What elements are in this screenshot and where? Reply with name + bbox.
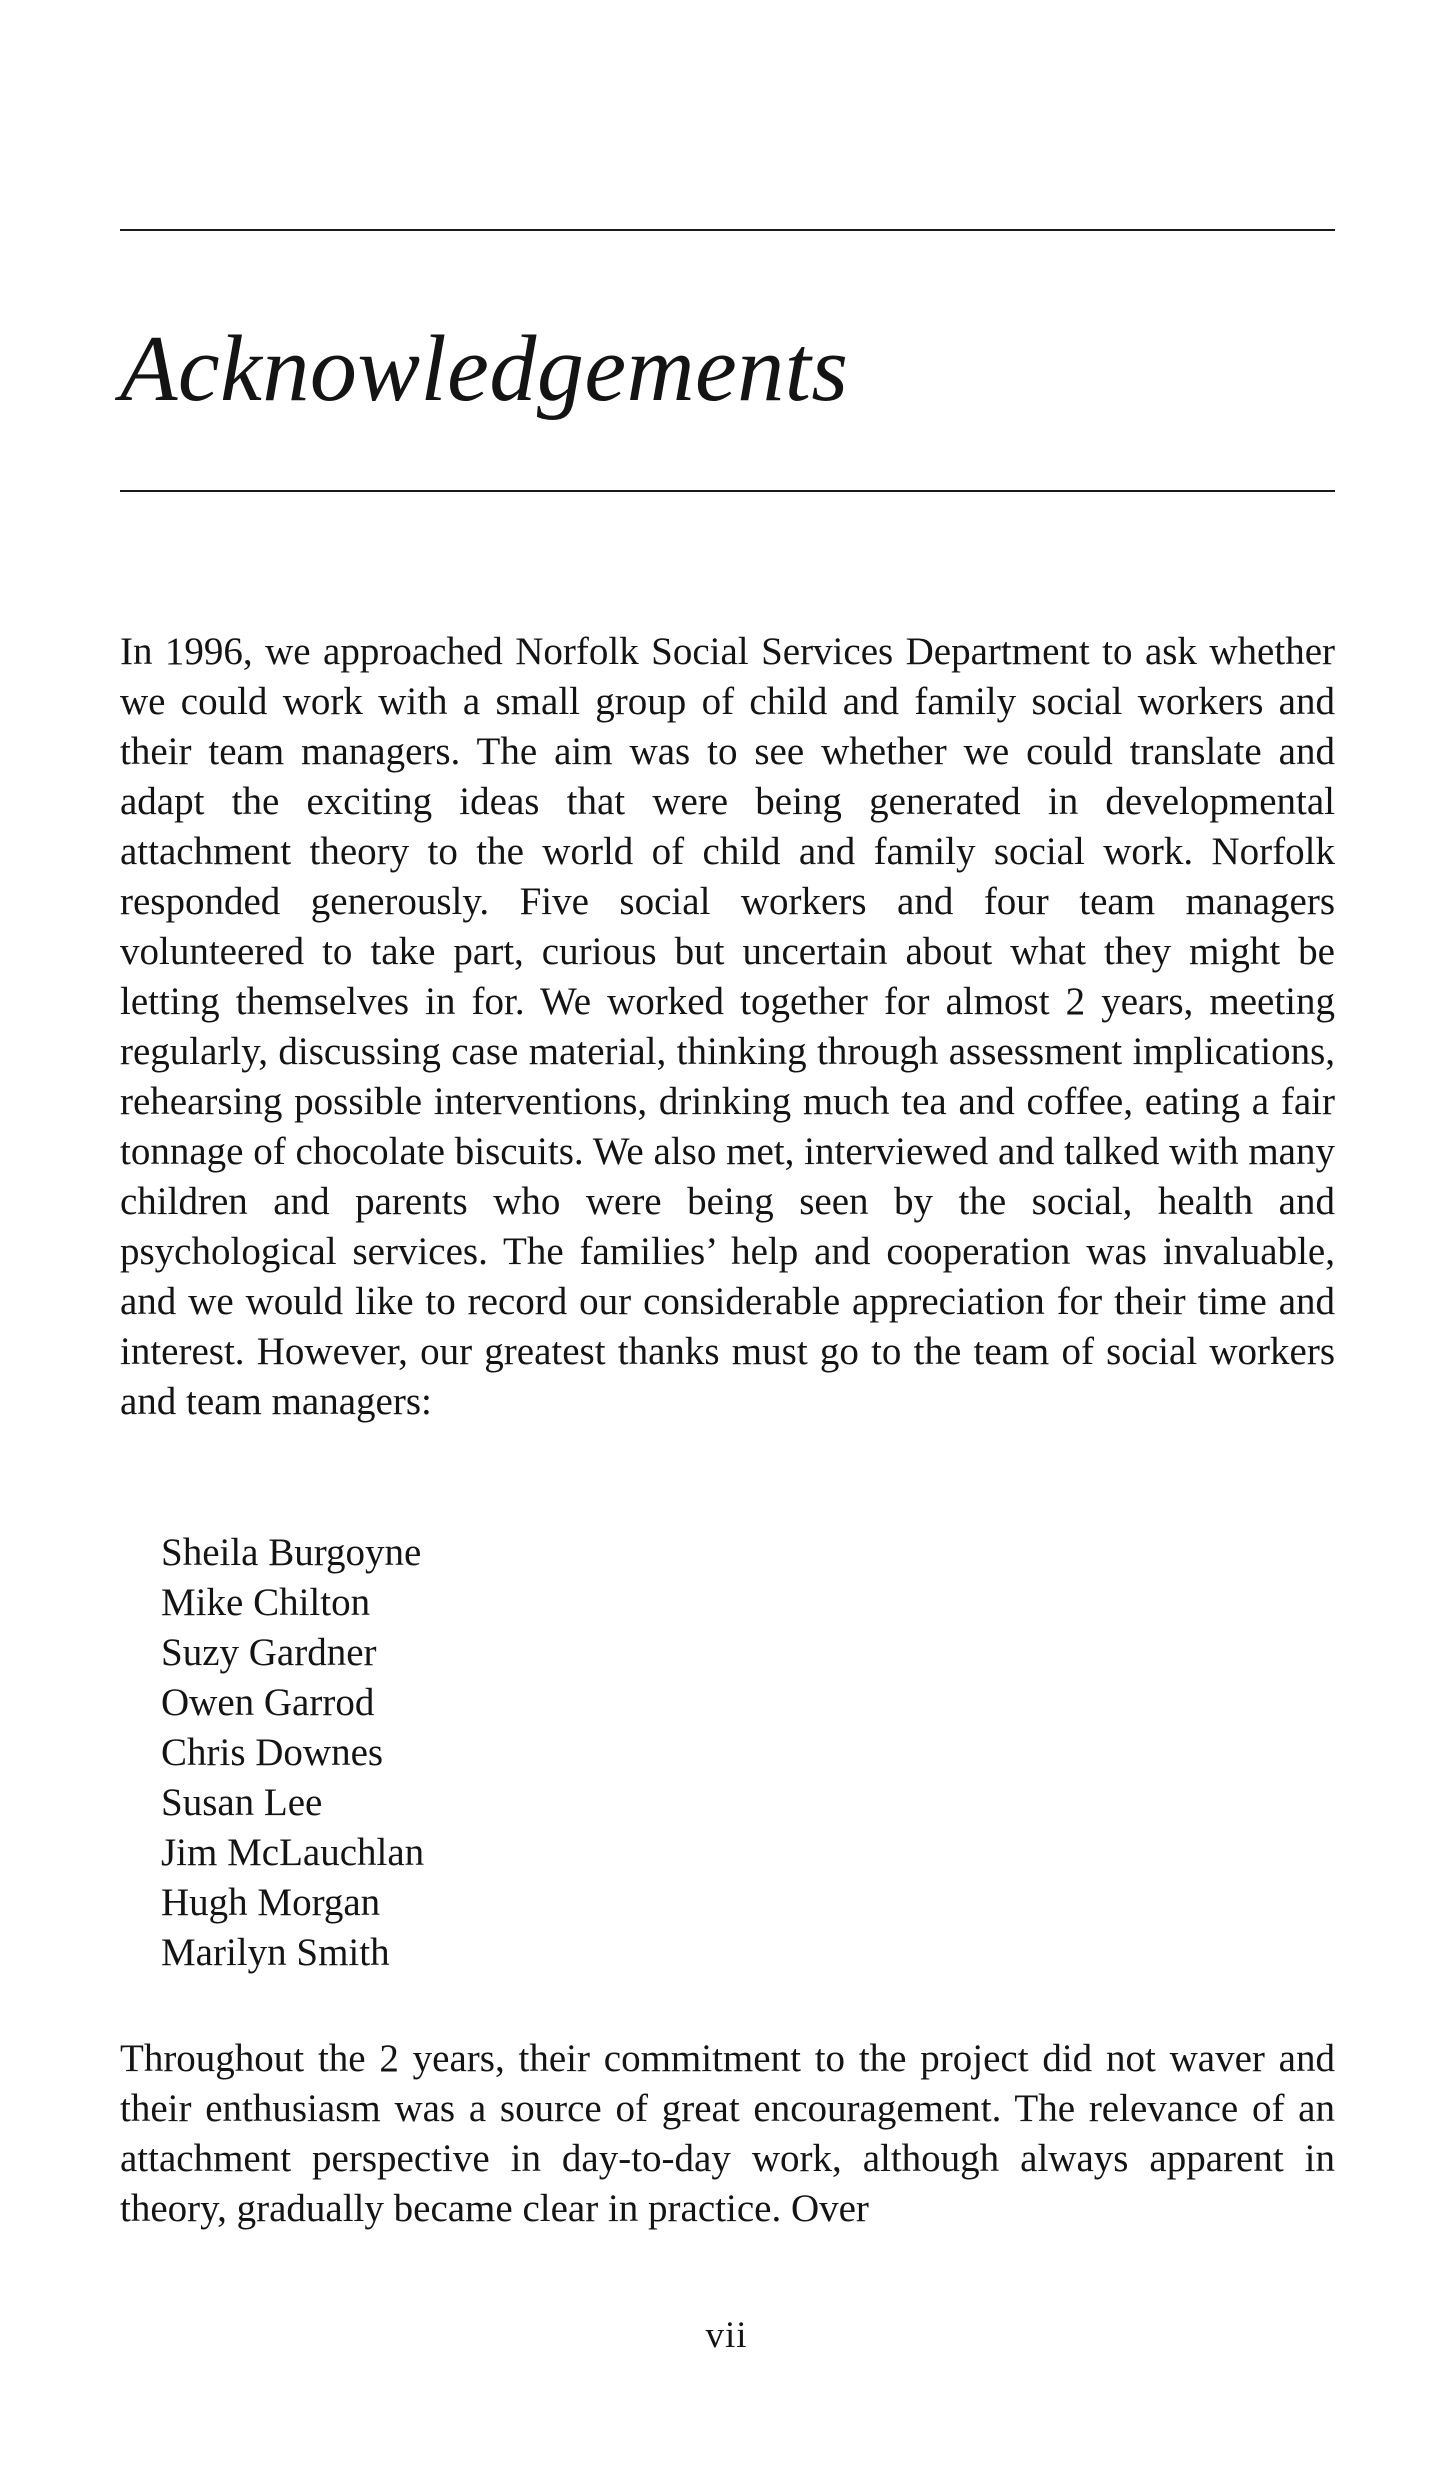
list-item: Mike Chilton xyxy=(161,1581,371,1624)
list-item: Chris Downes xyxy=(161,1731,384,1774)
list-item: Marilyn Smith xyxy=(161,1931,390,1974)
team-name-list xyxy=(161,1528,424,1978)
list-item: Hugh Morgan xyxy=(161,1881,381,1924)
closing-paragraph: Throughout the 2 years, their commitment to the project did not waver and their enthusiasm was a source of great encouragement. The relevance of an attachment perspective in day-to-day work, although always apparent in theory, gradually became clear in practice. Over xyxy=(120,2037,1335,2230)
list-item: Suzy Gardner xyxy=(161,1631,377,1674)
list-item: Jim McLauchlan xyxy=(161,1831,425,1874)
list-item: Susan Lee xyxy=(161,1781,323,1824)
page-number: vii xyxy=(705,2315,748,2356)
intro-paragraph: In 1996, we approached Norfolk Social Services Department to ask whether we could work with a small group of child and family social workers and their team managers. The aim was to see whether we could translate and adapt the exciting ideas that were being generated in developmental attachment theory to the world of child and family social work. Norfolk responded generously. Five social workers and four team managers volunteered to take part, curious but uncertain about what they might be letting themselves in for. We worked together for almost 2 years, meeting regularly, discussing case material, thinking through assessment implications, rehearsing possible interventions, drinking much tea and coffee, eating a fair tonnage of chocolate biscuits. We also met, interviewed and talked with many children and parents who were being seen by the social, health and psychological services. The families’ help and cooperation was invaluable, and we would like to record our considerable appreciation for their time and interest. However, our greatest thanks must go to the team of social workers and team managers: xyxy=(120,630,1335,1423)
top-divider xyxy=(120,229,1335,231)
chapter-title: Acknowledgements xyxy=(120,317,849,421)
bottom-divider xyxy=(120,490,1335,492)
list-item: Owen Garrod xyxy=(161,1681,375,1724)
list-item: Sheila Burgoyne xyxy=(161,1531,422,1574)
